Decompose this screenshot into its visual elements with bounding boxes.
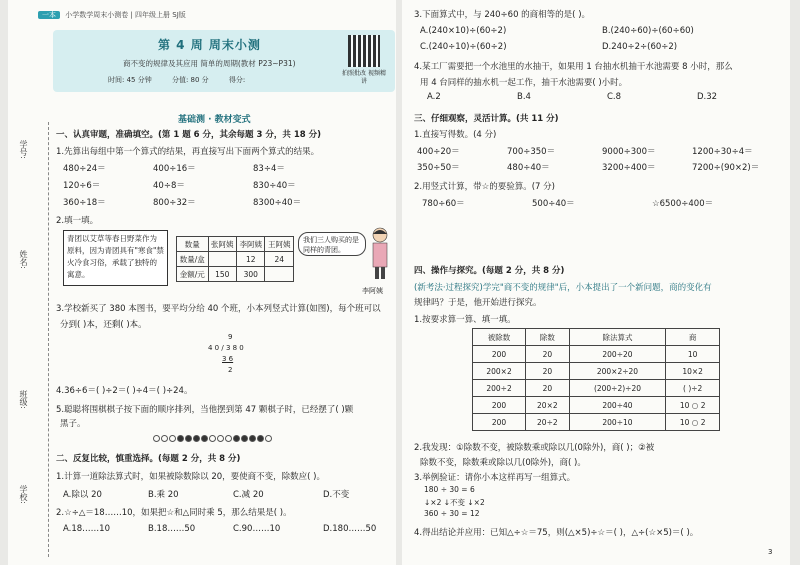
r1-item: 3200÷400＝ xyxy=(602,163,656,173)
book-title: 小学数学周末小测卷 | 四年级上册 SJ版 xyxy=(65,11,186,19)
black-stone-icon xyxy=(201,435,208,442)
div-step1: 3 6 xyxy=(222,355,234,363)
td-cell: 数量/盒 xyxy=(177,252,209,267)
r2-item-3: ☆6500÷400＝ xyxy=(652,199,714,209)
td-cell: 金额/元 xyxy=(177,267,209,282)
explore-th: 除数 xyxy=(526,329,570,346)
r1-item: 700÷350＝ xyxy=(507,147,556,157)
meta-line xyxy=(108,75,263,85)
explore-td[interactable]: 10×2 xyxy=(666,363,720,380)
r-q4-opt-d[interactable]: D.32 xyxy=(697,92,718,102)
explore-td: 20×2 xyxy=(526,397,570,414)
div-remainder: 2 xyxy=(228,366,233,374)
td-cell: 24 xyxy=(265,252,294,267)
c2-opt-a[interactable]: A.18……10 xyxy=(63,524,110,534)
p2-text: 2.我发现：①除数不变，被除数乘或除以几(0除外)，商( )；②被 xyxy=(414,443,655,453)
white-stone-icon xyxy=(217,435,224,442)
p3-line-3: 360 ÷ 30 = 12 xyxy=(424,509,480,518)
black-stone-icon xyxy=(193,435,200,442)
r1-item: 480÷40＝ xyxy=(507,163,550,173)
section-3-title: 三、仔细观察，灵活计算。(共 11 分) xyxy=(414,114,559,124)
r-q4-opt-c[interactable]: C.8 xyxy=(607,92,622,102)
c2-opt-b[interactable]: B.18……50 xyxy=(148,524,196,534)
person-name: 李阿姨 xyxy=(362,287,383,295)
q1-item: 40÷8＝ xyxy=(153,181,185,191)
black-stone-icon xyxy=(249,435,256,442)
intro-text: (新考法·过程探究)学完"商不变的规律"后，小本提出了一个新问题，商的变化有 xyxy=(414,283,712,293)
q1-item: 800÷32＝ xyxy=(153,198,196,208)
p3-text: 3.举例验证：请你小本这样再写一组算式。 xyxy=(414,473,576,483)
r2-item-2: 500÷40＝ xyxy=(532,199,575,209)
got-label: 得分: xyxy=(228,76,246,84)
note-box: 青团以艾草等春日野菜作为原料，因为青团具有"寒食"禁火冷食习俗，承载了独特的寓意。 xyxy=(63,230,168,286)
section-1-title: 一、认真审题，准确填空。(第 1 题 6 分，其余每题 3 分，共 18 分) xyxy=(56,130,322,140)
r-q3-opt-d[interactable]: D.240÷2÷(60÷2) xyxy=(602,42,678,52)
q1-item: 8300÷40＝ xyxy=(253,198,302,208)
c2-opt-d[interactable]: D.180……50 xyxy=(323,524,377,534)
explore-td: 200 xyxy=(473,397,526,414)
side-name: 姓名: xyxy=(19,250,28,269)
p1-text: 1.按要求算一算、填一填。 xyxy=(414,315,516,325)
explore-td: 20 xyxy=(526,363,570,380)
explore-td: 200÷10 xyxy=(569,414,666,431)
c1-text: 1.计算一道除法算式时，如果被除数除以 20，要使商不变，除数应( )。 xyxy=(56,472,325,482)
r1-item: 350÷50＝ xyxy=(417,163,460,173)
page-number: 3 xyxy=(768,548,773,556)
black-stone-icon xyxy=(177,435,184,442)
td-cell: 12 xyxy=(237,252,265,267)
time-label: 时间: 45 分钟 xyxy=(108,76,152,84)
section-banner: 基础测 · 教材变式 xyxy=(178,115,251,125)
score-label: 分值: 80 分 xyxy=(171,76,209,84)
c2-opt-c[interactable]: C.90……10 xyxy=(233,524,281,534)
title-box xyxy=(53,30,395,92)
white-stone-icon xyxy=(265,435,272,442)
qr-label: 拍照批改 视频精讲 xyxy=(342,70,386,85)
c1-opt-a[interactable]: A.除以 20 xyxy=(63,490,102,500)
black-stone-icon xyxy=(257,435,264,442)
explore-td: 200 xyxy=(473,346,526,363)
explore-td: 20 xyxy=(526,380,570,397)
r-q3-opt-a[interactable]: A.(240×10)÷(60÷2) xyxy=(420,26,507,36)
white-stone-icon xyxy=(225,435,232,442)
td-cell[interactable] xyxy=(208,252,236,267)
explore-th: 除法算式 xyxy=(569,329,666,346)
p2-text-b: 除数不变，除数乘或除以几(0除外)，商( )。 xyxy=(420,458,586,468)
r-q4-opt-a[interactable]: A.2 xyxy=(427,92,441,102)
q1-item: 120÷6＝ xyxy=(63,181,101,191)
explore-table xyxy=(472,328,720,431)
r-q4-text-b: 用 4 台同样的抽水机一起工作，抽干水池需要( )小时。 xyxy=(420,78,628,88)
td-cell: 150 xyxy=(208,267,236,282)
p4-text: 4.得出结论并应用：已知△÷☆＝75，则(△×5)÷☆＝( )，△÷(☆×5)＝( )。 xyxy=(414,528,699,538)
r1-text: 1.直接写得数。(4 分) xyxy=(414,130,497,140)
black-stone-icon xyxy=(185,435,192,442)
explore-td: 200÷40 xyxy=(569,397,666,414)
white-stone-icon xyxy=(153,435,160,442)
qr-code-icon[interactable] xyxy=(348,35,380,67)
q1-item: 83÷4＝ xyxy=(253,164,285,174)
speech-bubble: 我们三人购买的是同样的青团。 xyxy=(298,232,366,256)
c1-opt-b[interactable]: B.乘 20 xyxy=(148,490,179,500)
r1-item: 400÷20＝ xyxy=(417,147,460,157)
person-illustration-icon xyxy=(368,226,392,284)
week-title: 第 4 周 周末小测 xyxy=(158,38,261,52)
explore-td: 20 xyxy=(526,346,570,363)
white-stone-icon xyxy=(169,435,176,442)
explore-td: 200÷2 xyxy=(473,380,526,397)
q1-item: 480÷24＝ xyxy=(63,164,106,174)
q2-text: 2.填一填。 xyxy=(56,216,99,226)
th-cell: 张阿姨 xyxy=(208,237,236,252)
q1-item: 400÷16＝ xyxy=(153,164,196,174)
explore-td: 200×2 xyxy=(473,363,526,380)
explore-td: 200 xyxy=(473,414,526,431)
white-stone-icon xyxy=(209,435,216,442)
th-cell: 李阿姨 xyxy=(237,237,265,252)
div-quotient: 9 xyxy=(228,333,233,341)
q5-text-b: 黑子。 xyxy=(60,419,86,429)
black-stone-icon xyxy=(241,435,248,442)
r2-text: 2.用竖式计算，带☆的要验算。(7 分) xyxy=(414,182,555,192)
explore-td: 200×2÷20 xyxy=(569,363,666,380)
q1-item: 830÷40＝ xyxy=(253,181,296,191)
explore-td[interactable]: 10 ○ 2 xyxy=(666,414,720,431)
section-4-title: 四、操作与探究。(每题 2 分，共 8 分) xyxy=(414,266,565,276)
section-2-title: 二、反复比较，慎重选择。(每题 2 分，共 8 分) xyxy=(56,454,241,464)
q1-text: 1.先算出每组中第一个算式的结果，再直接写出下面两个算式的结果。 xyxy=(56,147,320,157)
r-q3-opt-b[interactable]: B.(240÷60)÷(60÷60) xyxy=(602,26,694,36)
white-stone-icon xyxy=(161,435,168,442)
go-stones xyxy=(153,435,273,445)
explore-td: 200÷20 xyxy=(569,346,666,363)
div-line: 4 0 / 3 8 0 xyxy=(208,344,244,352)
top-bar xyxy=(38,10,186,20)
left-page xyxy=(8,0,396,565)
q3-text: 3.学校新买了 380 本图书，要平均分给 40 个班，小本列竖式计算(如图)，每个班可以 xyxy=(56,304,381,314)
explore-td[interactable]: 10 xyxy=(666,346,720,363)
td-cell[interactable] xyxy=(265,267,294,282)
side-id: 学号: xyxy=(19,140,28,159)
explore-td[interactable]: 10 ○ 2 xyxy=(666,397,720,414)
r1-item: 1200÷30÷4＝ xyxy=(692,147,753,157)
explore-td: 20÷2 xyxy=(526,414,570,431)
p3-line-1: 180 ÷ 30 = 6 xyxy=(424,485,475,494)
book-tag: 一本 xyxy=(38,11,60,19)
q5-text: 5.聪聪将围棋棋子按下面的顺序排列，当他摆到第 47 颗棋子时，已经摆了( )颗 xyxy=(56,405,354,415)
side-school: 学校: xyxy=(19,485,28,504)
subtitle: 商不变的规律及其应用 简单的周期(教材 P23~P31) xyxy=(123,59,296,68)
explore-th: 被除数 xyxy=(473,329,526,346)
r-q3-text: 3.下面算式中，与 240÷60 的商相等的是( )。 xyxy=(414,10,591,20)
th-cell: 王阿姨 xyxy=(265,237,294,252)
explore-td: (200÷2)÷20 xyxy=(569,380,666,397)
th-cell: 数量 xyxy=(177,237,209,252)
q4-text: 4.36÷6＝( )÷2＝( )÷4＝( )÷24。 xyxy=(56,386,193,396)
binding-line xyxy=(48,122,50,557)
intro-text-b: 规律吗？于是，他开始进行探究。 xyxy=(414,298,542,308)
p3-line-2: ↓×2 ↓不变 ↓×2 xyxy=(424,498,485,507)
side-class: 班级: xyxy=(19,390,28,409)
c1-opt-d[interactable]: D.不变 xyxy=(323,490,350,500)
q3-text-b: 分到( )本，还剩( )本。 xyxy=(60,320,147,330)
black-stone-icon xyxy=(233,435,240,442)
explore-th: 商 xyxy=(666,329,720,346)
r-q4-text: 4.某工厂需要把一个水池里的水抽干，如果用 1 台抽水机抽干水池需要 8 小时，那么 xyxy=(414,62,733,72)
right-page xyxy=(402,0,790,565)
c2-text: 2.☆÷△＝18……10，如果把☆和△同时乘 5，那么结果是( )。 xyxy=(56,508,292,518)
r-q4-opt-b[interactable]: B.4 xyxy=(517,92,531,102)
r1-item: 9000÷300＝ xyxy=(602,147,656,157)
c1-opt-c[interactable]: C.减 20 xyxy=(233,490,264,500)
q1-item: 360÷18＝ xyxy=(63,198,106,208)
r1-item: 7200÷(90×2)＝ xyxy=(692,163,760,173)
r2-item-1: 780÷60＝ xyxy=(422,199,465,209)
td-cell: 300 xyxy=(237,267,265,282)
explore-td[interactable]: ( )÷2 xyxy=(666,380,720,397)
price-table xyxy=(176,236,294,282)
r-q3-opt-c[interactable]: C.(240÷10)÷(60÷2) xyxy=(420,42,507,52)
